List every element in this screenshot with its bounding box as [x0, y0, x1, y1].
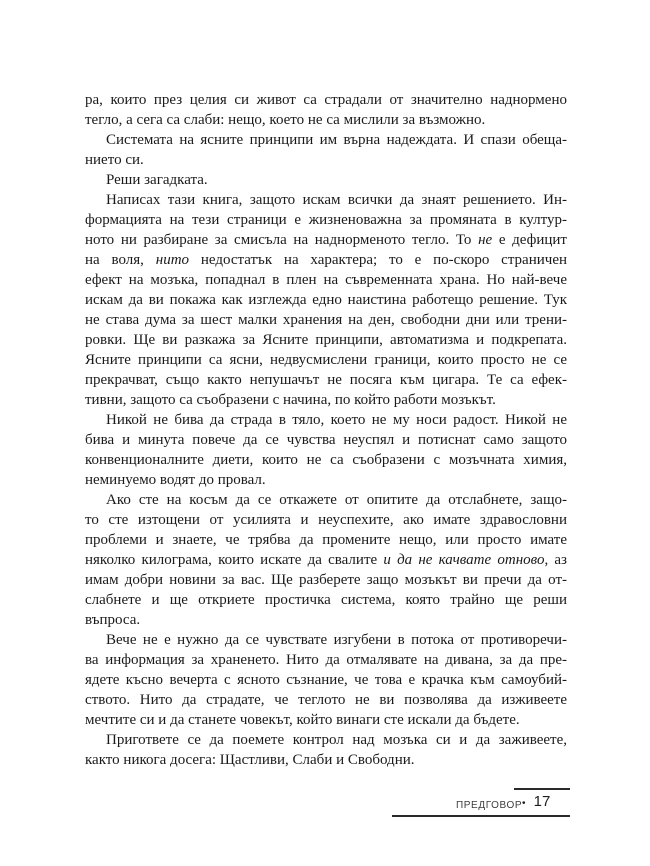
paragraph	[85, 490, 567, 630]
text-segment: Реши загадката.	[106, 172, 208, 188]
text-line	[85, 490, 567, 510]
text-line	[85, 350, 567, 370]
text-line	[85, 690, 567, 710]
paragraph	[85, 410, 567, 490]
text-line	[85, 290, 567, 310]
text-line	[85, 750, 567, 770]
emphasized-text: и да не качвате отново	[383, 552, 545, 568]
text-segment: Ако сте на косъм да се откажете от опитите да отслабнете, защо-	[106, 492, 567, 508]
text-line	[85, 210, 567, 230]
text-segment: няколко килограма, които искате да свалите	[85, 552, 384, 568]
text-line	[85, 650, 567, 670]
text-line	[85, 610, 567, 630]
text-line	[85, 450, 567, 470]
text-segment: бива и минута повече да се чувства неуспял и потиснат само защото	[85, 432, 567, 448]
text-line	[85, 530, 567, 550]
text-segment: формацията на тези страници е жизненоважна за промяната в култур-	[85, 212, 567, 228]
text-segment: не става дума за шест малки хранения на ден, свободни дни или трени-	[85, 312, 567, 328]
text-segment: ството. Нито да страдате, че теглото не ви позволява да изживеете	[85, 692, 567, 708]
text-line	[85, 250, 567, 270]
text-line	[85, 430, 567, 450]
footer-bullet-separator: •	[522, 798, 526, 809]
text-segment: тегло, а сега са слаби: нещо, което не са мислили за възможно.	[85, 112, 486, 128]
text-line	[85, 630, 567, 650]
text-line	[85, 130, 567, 150]
text-segment: тивни, защото са съобразени с начина, по който работи мозъкът.	[85, 392, 496, 408]
text-segment: слабнете и ще откриете простичка система, която трайно ще реши	[85, 592, 567, 608]
text-segment: имам добри новини за вас. Ще разберете защо мозъкът ви пречи да от-	[85, 572, 567, 588]
text-segment: Пригответе се да поемете контрол над мозъка си и да заживеете,	[106, 732, 567, 748]
text-line	[85, 410, 567, 430]
page-body	[85, 90, 567, 770]
text-segment: ядете късно вечерта с ясното съзнание, че това е крачка към самоубий-	[85, 672, 567, 688]
text-segment: нието си.	[85, 152, 144, 168]
text-line	[85, 150, 567, 170]
text-line	[85, 710, 567, 730]
text-line	[85, 310, 567, 330]
text-line	[85, 90, 567, 110]
paragraph	[85, 730, 567, 770]
text-line	[85, 110, 567, 130]
text-segment: искам да ви покажа как изглежда едно наистина работещо решение. Тук	[85, 292, 567, 308]
text-segment: Написах тази книга, защото искам всички да знаят решението. Ин-	[106, 192, 567, 208]
text-segment: въпроса.	[85, 612, 141, 628]
text-segment: проблеми и знаете, че трябва да промените нещо, или просто имате	[85, 532, 567, 548]
paragraph	[85, 630, 567, 730]
emphasized-text: не	[478, 232, 493, 248]
text-segment: Системата на ясните принципи им върна надеждата. И спази обеща-	[106, 132, 567, 148]
text-segment: ното ни разбиране за смисъла на наднорменото тегло. То	[85, 232, 479, 248]
text-segment: ра, които през целия си живот са страдали от значително наднормено	[85, 92, 567, 108]
text-segment: мечтите си и да станете човекът, който винаги сте искали да бъдете.	[85, 712, 520, 728]
paragraph	[85, 170, 567, 190]
text-line	[85, 510, 567, 530]
text-segment: Ясните принципи са ясни, недвусмислени граници, които просто не се	[85, 352, 567, 368]
footer-rule-top	[514, 788, 570, 790]
text-segment: ва информация за храненето. Нито да отмалявате на дивана, за да пре-	[85, 652, 567, 668]
text-segment: ровки. Ще ви разкажа за Ясните принципи, автоматизма и подкрепата.	[85, 332, 567, 348]
footer-rule-bottom	[392, 815, 570, 817]
text-segment: както никога досега: Щастливи, Слаби и Свободни.	[85, 752, 415, 768]
text-segment: Вече не е нужно да се чувствате изгубени в потока от противоречи-	[106, 632, 567, 648]
text-line	[85, 550, 567, 570]
text-line	[85, 270, 567, 290]
text-line	[85, 390, 567, 410]
running-footer-section-label: ПРЕДГОВОР	[456, 800, 523, 811]
text-segment: неминуемо водят до провал.	[85, 472, 266, 488]
text-line	[85, 170, 567, 190]
page-number: 17	[533, 793, 551, 810]
text-segment: е дефицит	[492, 232, 567, 248]
text-line	[85, 230, 567, 250]
text-line	[85, 590, 567, 610]
text-segment: Никой не бива да страда в тяло, което не му носи радост. Никой не	[106, 412, 567, 428]
text-line	[85, 330, 567, 350]
text-segment: ефект на мозъка, попаднал в плен на съвременната храна. Но най-вече	[85, 272, 567, 288]
text-segment: недостатък на характера; то е по-скоро страничен	[189, 252, 567, 268]
text-segment: прекрачват, също както непушачът не посяга към цигара. Те са ефек-	[85, 372, 567, 388]
paragraph	[85, 90, 567, 130]
text-line	[85, 370, 567, 390]
text-line	[85, 670, 567, 690]
paragraph	[85, 130, 567, 170]
paragraph	[85, 190, 567, 410]
text-segment: конвенционалните диети, които не са съобразени с мозъчната химия,	[85, 452, 567, 468]
text-segment: то сте изтощени от усилията и неуспехите, ако имате здравословни	[85, 512, 567, 528]
text-line	[85, 570, 567, 590]
text-segment: , аз	[544, 552, 567, 568]
text-line	[85, 190, 567, 210]
text-line	[85, 470, 567, 490]
emphasized-text: нито	[155, 252, 190, 268]
text-line	[85, 730, 567, 750]
text-segment: на воля,	[85, 252, 156, 268]
